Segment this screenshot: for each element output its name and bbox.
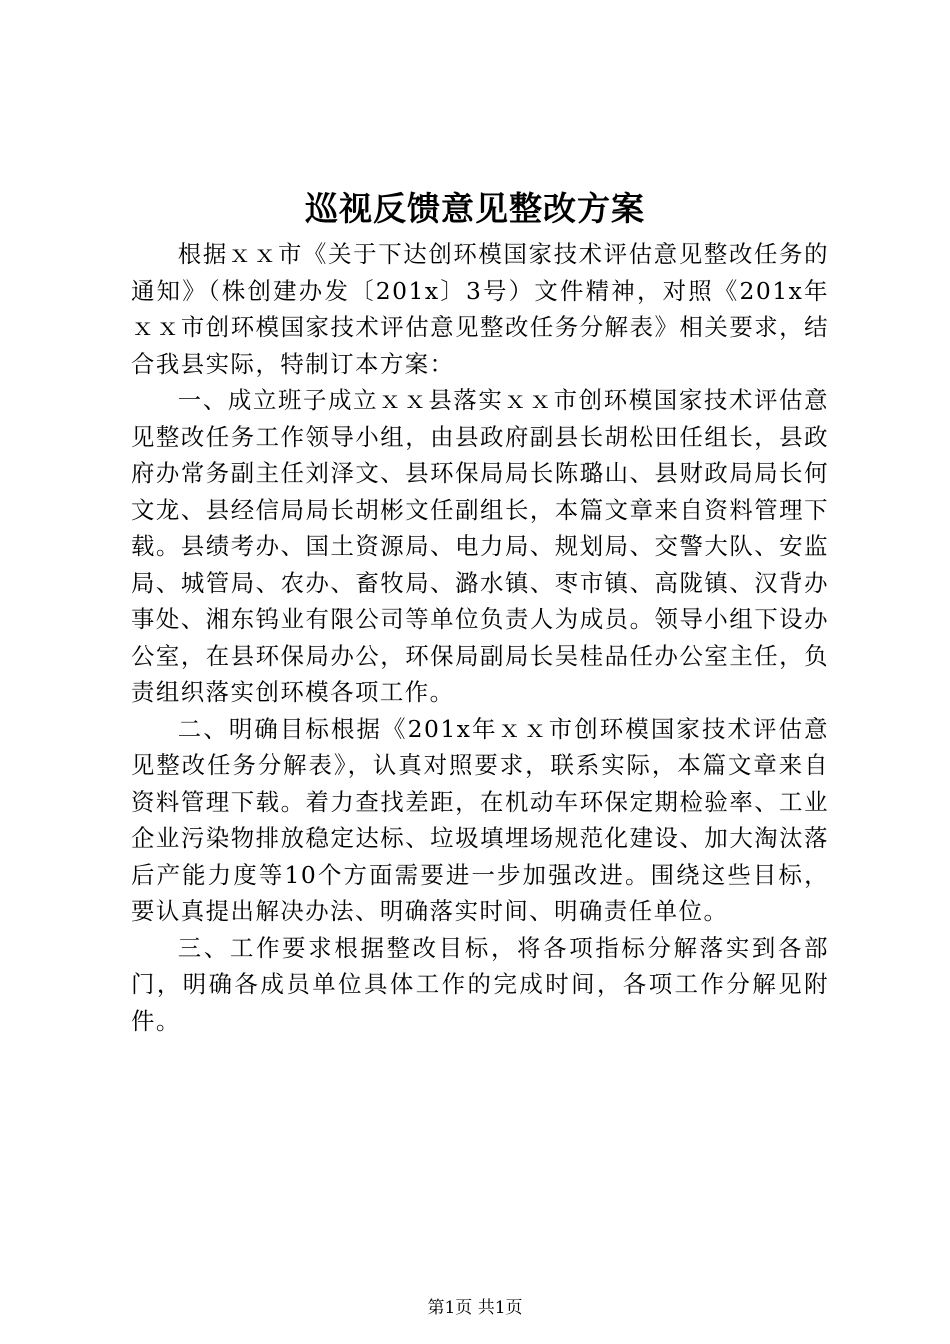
paragraph-section-one: 一、成立班子成立ｘｘ县落实ｘｘ市创环模国家技术评估意见整改任务工作领导小组，由县政府副县长胡松田任组长，县政府办常务副主任刘泽文、县环保局局长陈璐山、县财政局局长何文龙、县经信局局长胡彬文任副组长，本篇文章来自资料管理下载。县绩考办、国土资源局、电力局、规划局、交警大队、安监局、城管局、农办、畜牧局、潞水镇、枣市镇、高陇镇、汉背办事处、湘东钨业有限公司等单位负责人为成员。领导小组下设办公室，在县环保局办公，环保局副局长吴桂品任办公室主任，负责组织落实创环模各项工作。 <box>131 386 829 706</box>
document-body <box>131 236 829 1039</box>
paragraph-intro: 根据ｘｘ市《关于下达创环模国家技术评估意见整改任务的通知》（株创建办发〔201x〕3号）文件精神，对照《201x年ｘｘ市创环模国家技术评估意见整改任务分解表》相关要求，结合我县实际，特制订本方案： <box>131 240 829 378</box>
page-number-footer: 第1页 共1页 <box>427 1298 523 1318</box>
document-title: 巡视反馈意见整改方案 <box>305 189 645 228</box>
paragraph-section-three: 三、工作要求根据整改目标，将各项指标分解落实到各部门，明确各成员单位具体工作的完成时间，各项工作分解见附件。 <box>131 933 829 1035</box>
paragraph-section-two: 二、明确目标根据《201x年ｘｘ市创环模国家技术评估意见整改任务分解表》，认真对照要求，联系实际，本篇文章来自资料管理下载。着力查找差距，在机动车环保定期检验率、工业企业污染物排放稳定达标、垃圾填埋场规范化建设、加大淘汰落后产能力度等10个方面需要进一步加强改进。围绕这些目标，要认真提出解决办法、明确落实时间、明确责任单位。 <box>131 714 829 925</box>
